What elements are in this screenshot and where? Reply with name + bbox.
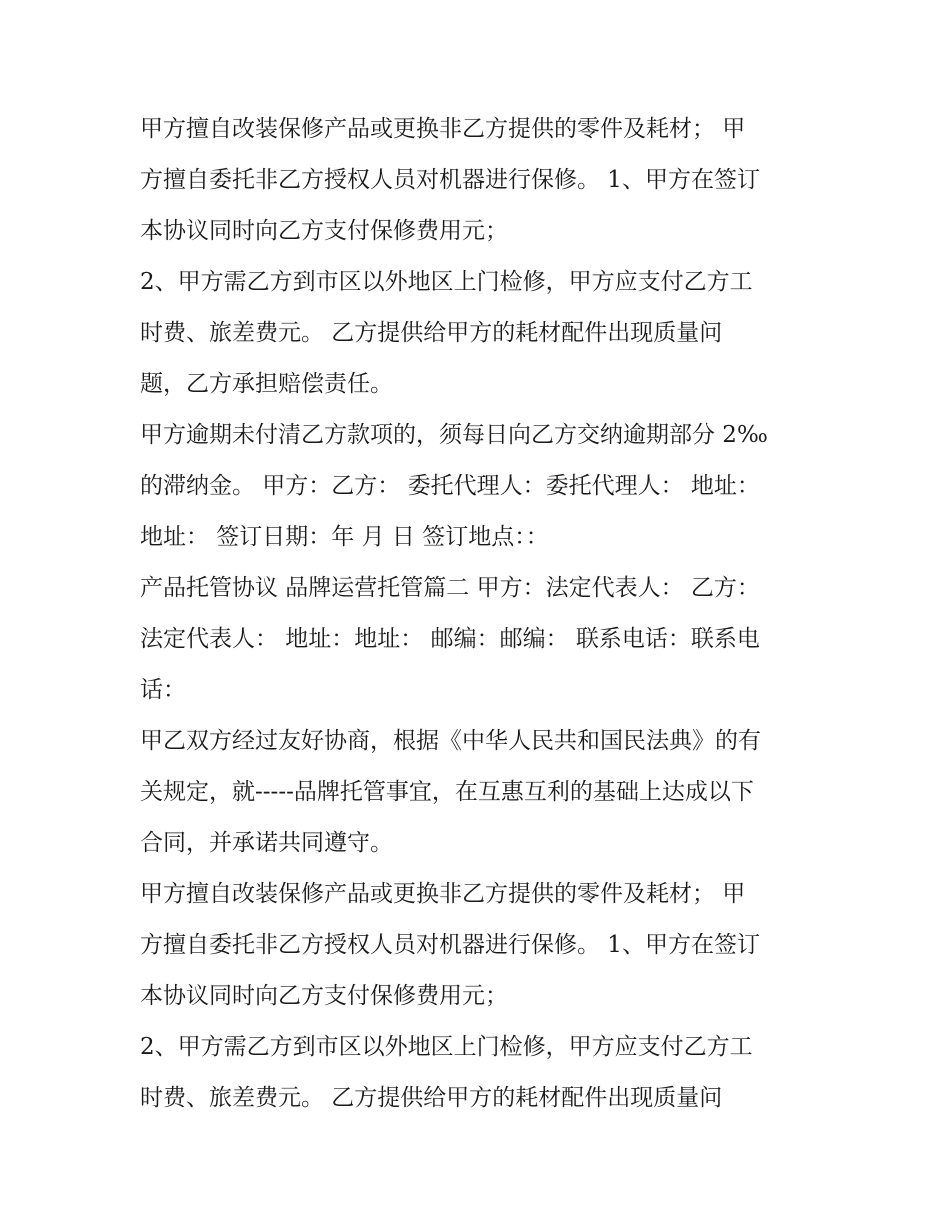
text-line: 时费、旅差费元。 乙方提供给甲方的耗材配件出现质量问 [140, 320, 723, 346]
text-line: 题，乙方承担赔偿责任。 [140, 371, 393, 397]
text-line: 产品托管协议 品牌运营托管篇二 甲方：法定代表人： 乙方： [140, 575, 760, 601]
document-body [140, 104, 820, 1124]
text-line: 方擅自委托非乙方授权人员对机器进行保修。 1、甲方在签订 [140, 167, 760, 193]
text-line: 的滞纳金。 甲方：乙方： 委托代理人：委托代理人： 地址： [140, 473, 760, 499]
text-line: 甲方擅自改装保修产品或更换非乙方提供的零件及耗材； 甲 [140, 116, 746, 142]
text-line: 甲方逾期未付清乙方款项的，须每日向乙方交纳逾期部分 2‰ [140, 422, 768, 448]
text-line: 本协议同时向乙方支付保修费用元； [140, 218, 508, 244]
text-line: 地址： 签订日期：年 月 日 签订地点：： [140, 524, 549, 550]
text-line: 时费、旅差费元。 乙方提供给甲方的耗材配件出现质量问 [140, 1085, 723, 1111]
text-line: 法定代表人： 地址：地址： 邮编：邮编： 联系电话：联系电 [140, 626, 760, 652]
text-line: 关规定，就-----品牌托管事宜，在互惠互利的基础上达成以下 [140, 779, 754, 805]
text-line: 方擅自委托非乙方授权人员对机器进行保修。 1、甲方在签订 [140, 932, 760, 958]
text-line: 话： [140, 677, 186, 703]
text-line: 2、甲方需乙方到市区以外地区上门检修，甲方应支付乙方工 [140, 269, 753, 295]
text-line: 甲方擅自改装保修产品或更换非乙方提供的零件及耗材； 甲 [140, 881, 746, 907]
text-line: 本协议同时向乙方支付保修费用元； [140, 983, 508, 1009]
text-line: 2、甲方需乙方到市区以外地区上门检修，甲方应支付乙方工 [140, 1034, 753, 1060]
text-line: 甲乙双方经过友好协商，根据《中华人民共和国民法典》的有 [140, 728, 761, 754]
text-line: 合同，并承诺共同遵守。 [140, 830, 393, 856]
